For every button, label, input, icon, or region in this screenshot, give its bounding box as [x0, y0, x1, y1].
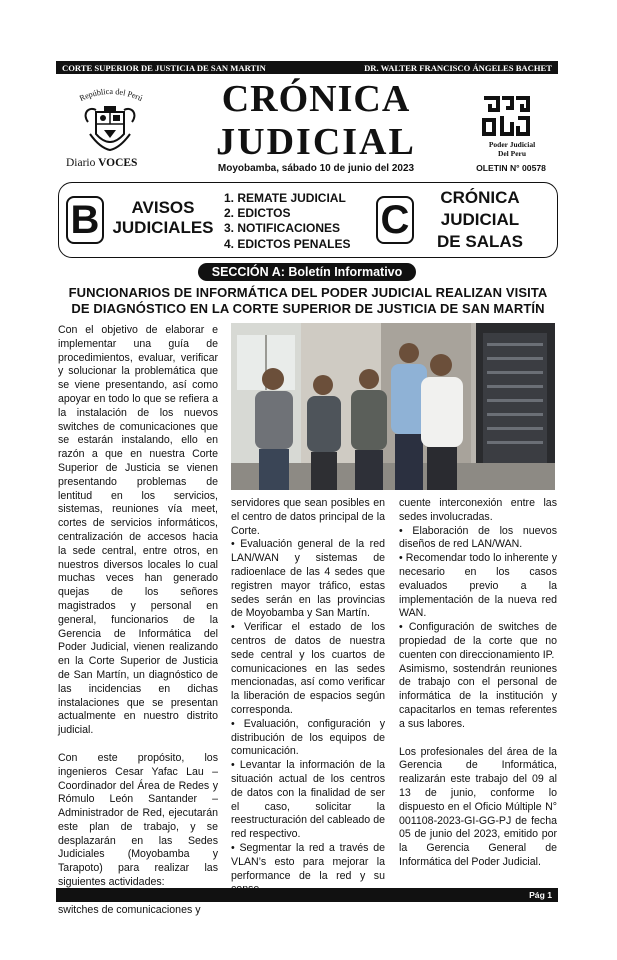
paragraph: Los profesionales del área de la Gerencia de Informática, realizarán este trabajo del 09 al 13 de junio, conforme lo dispuesto en el Oficio Múltiple N° 001108-2023-GI-GG-PJ de fecha 05 de junio del 2023, emitido por la Gerencia General de Informática del Poder Judicial.	[399, 745, 557, 868]
headline-line2: DE DIAGNÓSTICO EN LA CORTE SUPERIOR DE JUSTICIA DE SAN MARTÍN	[71, 301, 545, 316]
paragraph: • Evaluación, configuración y distribución de los equipos de comunicación.	[231, 717, 385, 758]
article-photo	[231, 323, 555, 490]
diario-word: Diario	[66, 157, 96, 169]
paragraph: • Recomendar todo lo inherente y necesario en los casos evaluados previo a la implementación de la nueva red WAN.	[399, 552, 557, 620]
section-b-letter: B	[66, 196, 104, 244]
list-item: 1. REMATE JUDICIAL	[224, 191, 346, 205]
svg-text:República del Perú: República del Perú	[78, 86, 144, 103]
paragraph: • Segmentar la red a través de VLAN’s esto para mejorar la performance de la red y su	[231, 841, 385, 882]
cronica-salas-title	[420, 187, 540, 253]
pj-line1: Poder Judicial	[488, 140, 536, 149]
avisos-list	[224, 191, 350, 252]
paragraph: Con el objetivo de elaborar e implementar una guía de procedimientos, evaluar, verificar y solucionar la problemática que se viene presentando, así como apoyar en todo lo que se refiera a la instalación de los nuevos switches de comunicaciones que se estarán instalando, ello en razón a que en nuestra Corte Superior de Justicia se vienen presentando problemas de lentitud en los servicios, sistemas, reuniones vía meet, cortes de servicios informáticos, centralización de accesos hacia la sede central, entre otros, en nuestros diversos locales lo cual muchas veces han generado quejas de los señores magistrados y personal en general, funcionarios de la Gerencia de Informática del Poder Judicial, vienen realizando en la Corte Superior de Justicia de San Martín, un diagnóstico de las incidencias en dichas instalaciones que se presentan actualmente en nuestro distrito judicial.	[58, 324, 218, 737]
section-label: SECCIÓN A: Boletín Informativo	[198, 263, 416, 281]
article-column-3	[399, 497, 557, 870]
de-salas-word: DE SALAS	[437, 232, 523, 251]
paragraph: • Verificar el estado de los centros de datos de nuestra sede central y los cuartos de comunicaciones en las sedes mencionadas, así como verificar la liberación de espacios según corresponda.	[231, 621, 385, 716]
masthead-title-line1: CRÓNICA	[221, 78, 411, 120]
paragraph: • Evaluación general de la red LAN/WAN y sistemas de radioenlace de las 4 sedes que registren mayor tráfico, estas sedes serán en las provincias de Moyobamba y San Martín.	[231, 538, 385, 620]
judicial-word: JUDICIAL	[440, 210, 520, 229]
paragraph: • Configuración de switches de propiedad de la corte que no cuenten con direccionamiento IP.	[399, 621, 557, 661]
voces-word: VOCES	[98, 157, 138, 169]
list-item: 3. NOTIFICACIONES	[224, 221, 341, 236]
avisos-judiciales-title	[106, 198, 220, 238]
list-item: 2. EDICTOS	[224, 206, 291, 221]
peru-shield-icon	[80, 104, 140, 154]
director-name: DR. WALTER FRANCISCO ÁNGELES BACHET	[364, 62, 552, 73]
court-name: CORTE SUPERIOR DE JUSTICIA DE SAN MARTIN	[62, 62, 266, 73]
poder-judicial-text	[464, 140, 560, 158]
masthead-title-line2: JUDICIAL	[216, 121, 416, 163]
paragraph: • Levantar la información de la situación actual de los centros de datos con la finalidad de ser el caso, solicitar la reestructuración del cableado de red respectivo.	[231, 759, 385, 841]
list-item: 4. EDICTOS PENALES	[224, 236, 351, 251]
boletin-number: OLETIN N° 00578	[476, 163, 546, 173]
paragraph: Con este propósito, los ingenieros Cesar Yafac Lau – Coordinador del Área de Redes y Rómulo León Santander – Administrador de Red, ejecutarán este plan de trabajo, y se desplazarán en las Sedes Judiciales (Moyobamba y Tarapoto) para realizar las siguientes actividades:	[58, 751, 218, 889]
page-number: Pág 1	[529, 890, 552, 900]
dateline: Moyobamba, sábado 10 de junio del 2023	[217, 163, 415, 174]
judiciales-word: JUDICIALES	[112, 218, 214, 237]
headline-line1: FUNCIONARIOS DE INFORMÁTICA DEL PODER JUDICIAL REALIZAN VISITA	[68, 285, 548, 300]
diario-voces-label	[66, 157, 137, 169]
paragraph: cuente interconexión entre las sedes involucradas.	[399, 497, 557, 523]
paragraph: servidores que sean posibles en el centro de datos principal de la Corte.	[231, 497, 385, 537]
avisos-word: AVISOS	[131, 198, 195, 217]
paragraph: • Elaboración de los nuevos diseños de red LAN/WAN.	[399, 524, 557, 551]
article-headline	[58, 285, 558, 317]
article-column-2	[231, 497, 385, 897]
pj-line2: Del Peru	[497, 149, 527, 158]
page-footer	[56, 888, 558, 902]
cronica-word: CRÓNICA	[440, 188, 520, 207]
section-c-letter: C	[376, 196, 414, 244]
top-banner	[56, 61, 558, 74]
poder-judicial-logo-icon	[480, 94, 532, 138]
paragraph: switches de comunicaciones y	[58, 903, 201, 916]
article-column-1	[58, 324, 218, 917]
paragraph: Asimismo, sostendrán reuniones de trabajo con el personal de informática de la institución y capacitarlos en temas referentes a sus labores.	[399, 662, 557, 730]
